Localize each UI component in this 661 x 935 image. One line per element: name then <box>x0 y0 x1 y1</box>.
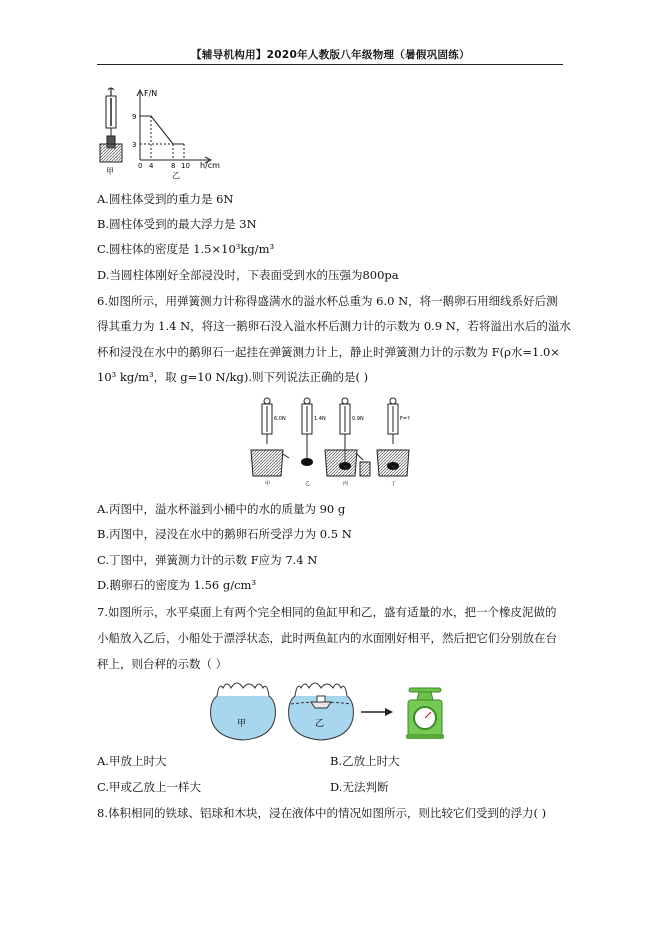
label-yi: 乙 <box>172 171 180 180</box>
y-axis-label: F/N <box>144 89 158 98</box>
reading: 0.9N <box>352 416 364 422</box>
figure-overflow-cup <box>245 396 415 486</box>
q6-stem-line: 杯和浸没在水中的鹅卵石一起挂在弹簧测力计上，静止时弹簧测力计的示数为 F(ρ水=1.0× <box>97 345 560 359</box>
header-rule <box>97 64 563 65</box>
fish-tank-yi-icon <box>289 683 354 740</box>
q5-option-b: B.圆柱体受到的最大浮力是 3N <box>97 217 257 231</box>
q6-option-b: B.丙图中，浸没在水中的鹅卵石所受浮力为 0.5 N <box>97 527 352 541</box>
x-tick: 8 <box>171 162 176 170</box>
q6-stem-line: 10³ kg/m³，取 g=10 N/kg).则下列说法正确的是( ) <box>97 370 369 384</box>
q6-option-c: C.丁图中，弹簧测力计的示数 F应为 7.4 N <box>97 553 318 567</box>
arrow-right-icon <box>361 708 393 716</box>
label-jia: 甲 <box>106 167 114 176</box>
scale-ding-icon <box>377 398 409 476</box>
q7-option-d: D.无法判断 <box>330 780 389 794</box>
reading: F=? <box>400 416 410 422</box>
scale-bing-icon <box>325 398 370 476</box>
x-tick: 4 <box>149 162 154 170</box>
fh-graph <box>137 90 211 163</box>
q5-option-c: C.圆柱体的密度是 1.5×10³kg/m³ <box>97 242 275 256</box>
q7-stem-line: 7.如图所示，水平桌面上有两个完全相同的鱼缸甲和乙，盛有适量的水，把一个橡皮泥做的 <box>97 605 557 619</box>
scale-icon <box>406 688 444 739</box>
label: 甲 <box>265 481 271 486</box>
q7-option-a: A.甲放上时大 <box>97 754 167 768</box>
x-tick: 10 <box>181 162 190 170</box>
q6-stem-line: 6.如图所示，用弹簧测力计称得盛满水的溢水杯总重为 6.0 N，将一鹅卵石用细线系好后测 <box>97 294 558 308</box>
tank-label: 甲 <box>237 719 247 729</box>
q7-stem-line: 小船放入乙后，小船处于漂浮状态，此时两鱼缸内的水面刚好相平，然后把它们分别放在台 <box>97 631 557 645</box>
q6-option-a: A.丙图中，溢水杯溢到小桶中的水的质量为 90 g <box>97 502 346 516</box>
q8-stem: 8.体积相同的铁球、铝球和木块，浸在液体中的情况如图所示，则比较它们受到的浮力( ) <box>97 806 547 820</box>
x-tick: 0 <box>138 162 143 170</box>
figure-fish-tanks <box>205 678 455 746</box>
beaker-icon <box>100 144 122 162</box>
fish-tank-jia-icon <box>211 683 276 740</box>
label: 丁 <box>391 481 397 486</box>
q5-option-a: A.圆柱体受到的重力是 6N <box>97 192 234 206</box>
figure-spring-scale-graph <box>97 86 227 182</box>
reading: 1.4N <box>314 416 326 422</box>
y-tick: 3 <box>132 141 137 149</box>
q7-option-c: C.甲或乙放上一样大 <box>97 780 202 794</box>
label: 乙 <box>305 481 311 486</box>
label: 丙 <box>343 481 349 486</box>
page-header: 【辅导机构用】2020年人教版八年级物理（暑假巩固练） <box>191 49 470 61</box>
x-axis-label: h/cm <box>200 161 220 170</box>
reading: 6.0N <box>274 416 286 422</box>
q7-stem-line: 秤上，则台秤的示数（ ） <box>97 657 228 671</box>
scale-jia-icon <box>251 398 289 476</box>
q5-option-d: D.当圆柱体刚好全部浸没时，下表面受到水的压强为800pa <box>97 268 399 282</box>
q6-option-d: D.鹅卵石的密度为 1.56 g/cm³ <box>97 578 257 592</box>
q7-option-b: B.乙放上时大 <box>330 754 400 768</box>
y-tick: 9 <box>132 113 137 121</box>
spring-scale-icon <box>106 88 116 148</box>
q6-stem-line: 得其重力为 1.4 N，将这一鹅卵石没入溢水杯后测力计的示数为 0.9 N，若将溢出水后的溢水 <box>97 319 571 333</box>
scale-yi-icon <box>301 398 313 466</box>
tank-label: 乙 <box>315 719 325 729</box>
